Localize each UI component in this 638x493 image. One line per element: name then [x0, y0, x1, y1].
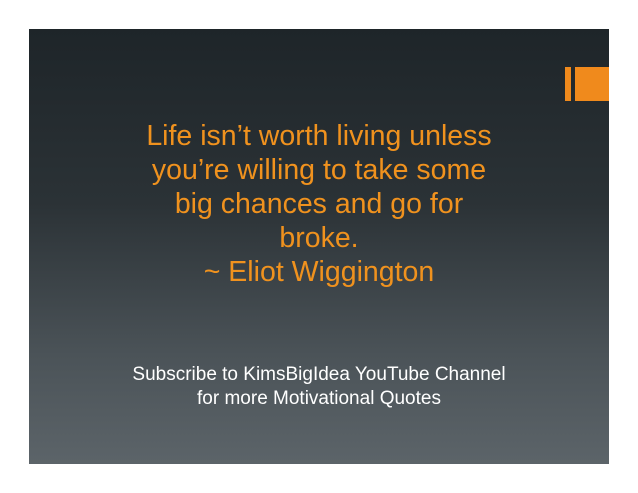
quote-line-4: broke. [279, 222, 359, 254]
quote-line-2: you’re willing to take some [151, 154, 487, 186]
quote-text [69, 119, 569, 289]
quote-line-1: Life isn’t worth living unless [146, 120, 492, 152]
quote-author: ~ Eliot Wiggington [203, 256, 435, 288]
quote-line-3: big chances and go for [174, 188, 464, 220]
subscribe-line-1: Subscribe to KimsBigIdea YouTube Channel [132, 364, 506, 385]
subscribe-line-2: for more Motivational Quotes [197, 388, 441, 409]
accent-bar-decoration [565, 67, 571, 101]
accent-square-decoration [575, 67, 609, 101]
subscribe-text [49, 363, 589, 411]
slide [29, 29, 609, 464]
